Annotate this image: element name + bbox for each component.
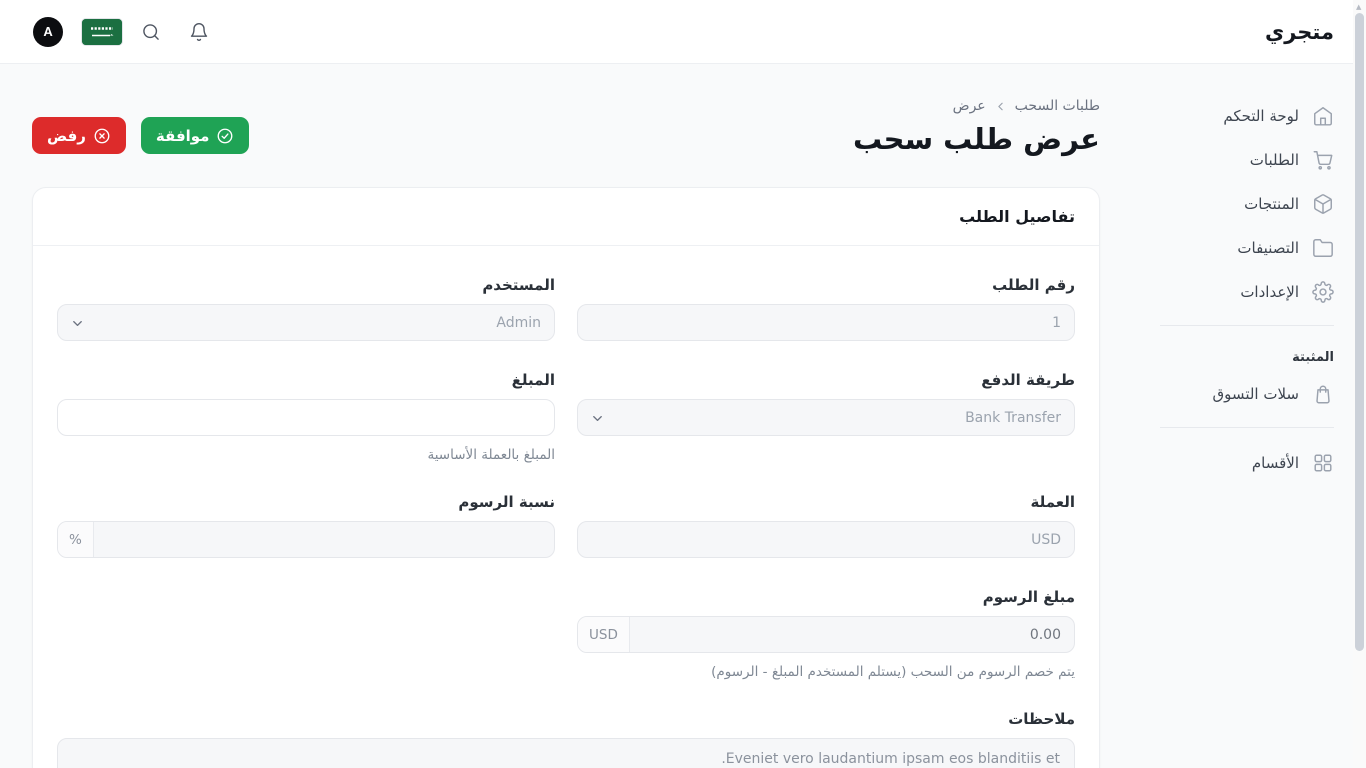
search-icon	[141, 22, 161, 42]
sidebar-item-label: لوحة التحكم	[1223, 107, 1299, 125]
package-icon	[1312, 193, 1334, 215]
reject-button[interactable]	[32, 117, 126, 154]
check-circle-icon	[216, 127, 234, 145]
title-block	[853, 98, 1100, 156]
notifications-button[interactable]	[189, 22, 209, 42]
scrollbar-thumb[interactable]	[1355, 13, 1364, 651]
sidebar	[1100, 64, 1366, 768]
approve-button[interactable]	[141, 117, 250, 154]
fee-amount-input[interactable]	[630, 617, 1074, 652]
sidebar-section-pinned: المثبتة	[1292, 350, 1334, 365]
breadcrumb-current: عرض	[952, 98, 986, 114]
payment-method-select[interactable]	[577, 399, 1075, 436]
search-button[interactable]	[141, 22, 161, 42]
approve-button-label: موافقة	[155, 126, 210, 145]
user-select[interactable]	[57, 304, 555, 341]
currency-label: العملة	[1030, 493, 1075, 512]
avatar-initial: A	[43, 24, 53, 39]
saudi-flag-icon	[82, 19, 122, 45]
fee-amount-group	[577, 616, 1075, 653]
folder-icon	[1312, 237, 1334, 259]
field-order-number	[577, 276, 1075, 341]
fee-percentage-label: نسبة الرسوم	[458, 493, 555, 512]
payment-method-label: طريقة الدفع	[981, 371, 1075, 390]
home-icon	[1312, 105, 1334, 127]
shopping-bag-icon	[1312, 383, 1334, 405]
grid-icon	[1312, 452, 1334, 474]
chevron-left-icon	[994, 100, 1007, 113]
sidebar-divider	[1160, 325, 1334, 326]
sidebar-item-orders[interactable]	[1160, 149, 1334, 171]
header-actions	[32, 117, 249, 156]
reject-button-label: رفض	[47, 126, 86, 145]
sidebar-item-dashboard[interactable]	[1160, 105, 1334, 127]
breadcrumb-withdraw-requests[interactable]: طلبات السحب	[1014, 98, 1100, 114]
scrollbar-up-arrow[interactable]: ▲	[1356, 3, 1362, 11]
currency-input[interactable]	[577, 521, 1075, 558]
card-body	[33, 246, 1099, 768]
sidebar-item-label: سلات التسوق	[1212, 385, 1299, 403]
gear-icon	[1312, 281, 1334, 303]
sidebar-item-label: المنتجات	[1244, 195, 1299, 213]
user-avatar[interactable]	[33, 17, 63, 47]
notes-textarea[interactable]	[57, 738, 1075, 768]
field-payment-method	[577, 371, 1075, 463]
sidebar-main-nav	[1160, 105, 1334, 303]
chevron-down-icon	[590, 411, 605, 426]
field-user	[57, 276, 555, 341]
topbar	[0, 0, 1366, 64]
field-fee-percentage	[57, 493, 555, 558]
percent-addon: %	[58, 522, 94, 557]
payment-method-select-value: Bank Transfer	[965, 409, 1061, 426]
order-number-label: رقم الطلب	[992, 276, 1075, 295]
page-header	[32, 98, 1100, 156]
sidebar-item-shopping-carts[interactable]	[1160, 383, 1334, 405]
user-select-value: Admin	[496, 314, 541, 331]
page-title: عرض طلب سحب	[852, 122, 1100, 156]
cart-icon	[1312, 149, 1334, 171]
order-details-card	[32, 187, 1100, 768]
sidebar-item-label: الطلبات	[1249, 151, 1299, 169]
app-title: متجري	[1264, 19, 1334, 44]
field-amount	[57, 371, 555, 463]
fee-amount-helper-text: يتم خصم الرسوم من السحب (يستلم المستخدم المبلغ - الرسوم)	[711, 664, 1075, 681]
sidebar-item-label: الإعدادات	[1240, 283, 1299, 301]
language-flag-saudi[interactable]	[81, 18, 123, 46]
sidebar-item-label: الأقسام	[1251, 454, 1299, 472]
fee-percentage-input[interactable]	[94, 522, 554, 557]
page-scrollbar[interactable]	[1353, 0, 1366, 768]
main-content	[0, 64, 1100, 768]
field-currency	[577, 493, 1075, 558]
currency-addon: USD	[578, 617, 630, 652]
bell-icon	[189, 22, 209, 42]
sidebar-item-categories[interactable]	[1160, 237, 1334, 259]
fee-amount-label: مبلغ الرسوم	[982, 588, 1075, 607]
x-circle-icon	[93, 127, 111, 145]
sidebar-item-label: التصنيفات	[1237, 239, 1299, 257]
amount-helper-text: المبلغ بالعملة الأساسية	[427, 447, 555, 464]
fee-percentage-group	[57, 521, 555, 558]
amount-label: المبلغ	[511, 371, 555, 390]
sidebar-divider	[1160, 427, 1334, 428]
order-number-input[interactable]	[577, 304, 1075, 341]
amount-input[interactable]	[57, 399, 555, 436]
card-header	[33, 188, 1099, 246]
sidebar-item-settings[interactable]	[1160, 281, 1334, 303]
sidebar-item-products[interactable]	[1160, 193, 1334, 215]
card-title: تفاصيل الطلب	[959, 207, 1075, 227]
sidebar-item-sections[interactable]	[1160, 452, 1334, 474]
empty-cell	[57, 588, 555, 680]
user-label: المستخدم	[482, 276, 555, 295]
chevron-down-icon	[70, 316, 85, 331]
field-fee-amount	[577, 588, 1075, 680]
field-notes	[57, 710, 1075, 768]
notes-label: ملاحظات	[1008, 710, 1075, 729]
breadcrumb	[853, 98, 1100, 114]
